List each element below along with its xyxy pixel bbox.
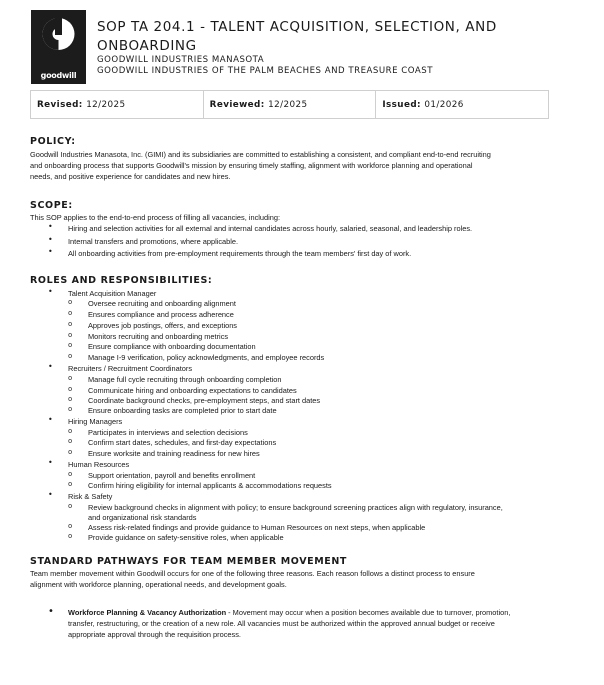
reviewed-label: Reviewed: bbox=[209, 100, 265, 110]
pathway-bullet: • bbox=[48, 606, 54, 617]
title-line-1: SOP TA 204.1 - TALENT ACQUISITION, SELECTION, AND bbox=[97, 19, 497, 35]
issued-cell bbox=[376, 91, 548, 118]
role-item: Ensure onboarding tasks are completed prior to start date bbox=[88, 406, 277, 415]
sub-bullet: o bbox=[68, 353, 73, 361]
goodwill-logo bbox=[31, 10, 86, 84]
role-title-recruiters: Recruiters / Recruitment Coordinators bbox=[68, 364, 193, 373]
sub-bullet: o bbox=[68, 406, 73, 414]
role-item: Manage full cycle recruiting through onboarding completion bbox=[88, 375, 282, 384]
role-title-human-resources: Human Resources bbox=[68, 460, 130, 469]
sub-bullet: o bbox=[68, 449, 73, 457]
revised-cell bbox=[31, 91, 204, 118]
sub-bullet: o bbox=[68, 321, 73, 329]
role-item: Ensures compliance and process adherence bbox=[88, 310, 234, 319]
policy-line-3: needs, and positive experience for candidates and new hires. bbox=[30, 172, 231, 181]
role-item: Provide guidance on safety-sensitive roles, when applicable bbox=[88, 533, 284, 542]
role-title-ta-manager: Talent Acquisition Manager bbox=[68, 289, 157, 298]
role-item: Manage I-9 verification, policy acknowledgments, and employee records bbox=[88, 353, 325, 362]
issued-label: Issued: bbox=[382, 100, 421, 110]
role-item: Coordinate background checks, pre-employment steps, and start dates bbox=[88, 396, 321, 405]
pathway-item-line-2: transfer, restructuring, or the creation of a new role. All vacancies must be authorized within the approved annual budget or receive bbox=[68, 619, 495, 628]
role-item: Support orientation, payroll and benefits enrollment bbox=[88, 471, 256, 480]
sub-bullet: o bbox=[68, 481, 73, 489]
role-item: Confirm start dates, schedules, and first-day expectations bbox=[88, 438, 277, 447]
policy-line-1: Goodwill Industries Manasota, Inc. (GIMI) and its subsidiaries are committed to establishing a consistent, and compliant end-to-end recruiting bbox=[30, 150, 491, 159]
pathways-heading: STANDARD PATHWAYS FOR TEAM MEMBER MOVEMENT bbox=[30, 556, 348, 567]
pathways-line-1: Team member movement within Goodwill occurs for one of the following three reasons. Each reason follows a distinct process to ensure bbox=[30, 569, 475, 578]
pathway-item-line-3: appropriate approval through the requisition process. bbox=[68, 630, 241, 639]
sub-bullet: o bbox=[68, 428, 73, 436]
org-name-1: GOODWILL INDUSTRIES MANASOTA bbox=[97, 55, 265, 65]
role-bullet: • bbox=[48, 362, 53, 371]
roles-heading: ROLES AND RESPONSIBILITIES: bbox=[30, 275, 213, 286]
sub-bullet: o bbox=[68, 396, 73, 404]
revised-label: Revised: bbox=[37, 100, 83, 110]
role-bullet: • bbox=[48, 490, 53, 499]
role-item: Monitors recruiting and onboarding metrics bbox=[88, 332, 229, 341]
pathways-line-2: alignment with workforce planning, operational needs, and development goals. bbox=[30, 580, 287, 589]
title-line-2: ONBOARDING bbox=[97, 38, 197, 54]
scope-heading: SCOPE: bbox=[30, 200, 73, 211]
pathway-item-title: Workforce Planning & Vacancy Authorization bbox=[68, 608, 227, 617]
scope-bullet-1: • bbox=[48, 222, 53, 231]
role-bullet: • bbox=[48, 415, 53, 424]
policy-text bbox=[30, 149, 570, 182]
issued-value: 01/2026 bbox=[424, 100, 464, 110]
reviewed-value: 12/2025 bbox=[268, 100, 308, 110]
role-item: Participates in interviews and selection decisions bbox=[88, 428, 248, 437]
role-title-hiring-managers: Hiring Managers bbox=[68, 417, 123, 426]
role-item: Confirm hiring eligibility for internal applicants & accommodations requests bbox=[88, 481, 332, 490]
revision-table bbox=[30, 90, 549, 119]
role-item: Oversee recruiting and onboarding alignment bbox=[88, 299, 236, 308]
role-item-continued: and organizational risk standards bbox=[88, 513, 197, 522]
document-title bbox=[97, 18, 517, 56]
role-item: Ensure worksite and training readiness for new hires bbox=[88, 449, 260, 458]
pathways-text bbox=[30, 568, 570, 590]
scope-intro: This SOP applies to the end-to-end process of filling all vacancies, including: bbox=[30, 213, 281, 222]
role-item: Approves job postings, offers, and exceptions bbox=[88, 321, 237, 330]
revised-value: 12/2025 bbox=[86, 100, 126, 110]
role-bullet: • bbox=[48, 287, 53, 296]
pathway-item bbox=[68, 607, 578, 640]
sub-bullet: o bbox=[68, 386, 73, 394]
sub-bullet: o bbox=[68, 299, 73, 307]
scope-item-2: Internal transfers and promotions, where applicable. bbox=[68, 237, 239, 246]
sub-bullet: o bbox=[68, 533, 73, 541]
sub-bullet: o bbox=[68, 332, 73, 340]
role-title-risk-safety: Risk & Safety bbox=[68, 492, 113, 501]
goodwill-smile-icon bbox=[31, 10, 86, 70]
role-item: Ensure compliance with onboarding documentation bbox=[88, 342, 256, 351]
sub-bullet: o bbox=[68, 310, 73, 318]
pathway-item-line-1: - Movement may occur when a position becomes available due to turnover, promotion, bbox=[226, 608, 511, 617]
sub-bullet: o bbox=[68, 342, 73, 350]
logo-wordmark: goodwill bbox=[40, 71, 77, 80]
scope-bullet-3: • bbox=[48, 247, 53, 256]
role-item: Communicate hiring and onboarding expectations to candidates bbox=[88, 386, 297, 395]
role-item: Assess risk-related findings and provide guidance to Human Resources on next steps, when applicable bbox=[88, 523, 426, 532]
reviewed-cell bbox=[204, 91, 377, 118]
policy-line-2: and onboarding process that supports Goodwill's mission by ensuring timely staffing, alignment with workforce planning and operational bbox=[30, 161, 473, 170]
sub-bullet: o bbox=[68, 471, 73, 479]
scope-bullet-2: • bbox=[48, 235, 53, 244]
sub-bullet: o bbox=[68, 375, 73, 383]
sub-bullet: o bbox=[68, 523, 73, 531]
policy-heading: POLICY: bbox=[30, 136, 76, 147]
role-bullet: • bbox=[48, 458, 53, 467]
role-item: Review background checks in alignment with policy; to ensure background screening practices align with regulatory, insurance, bbox=[88, 503, 503, 512]
org-name-2: GOODWILL INDUSTRIES OF THE PALM BEACHES AND TREASURE COAST bbox=[97, 66, 433, 76]
sub-bullet: o bbox=[68, 503, 73, 511]
scope-item-1: Hiring and selection activities for all external and internal candidates across hourly, salaried, seasonal, and leadership roles. bbox=[68, 224, 473, 233]
sub-bullet: o bbox=[68, 438, 73, 446]
scope-item-3: All onboarding activities from pre-employment requirements through the team members' first day of work. bbox=[68, 249, 412, 258]
